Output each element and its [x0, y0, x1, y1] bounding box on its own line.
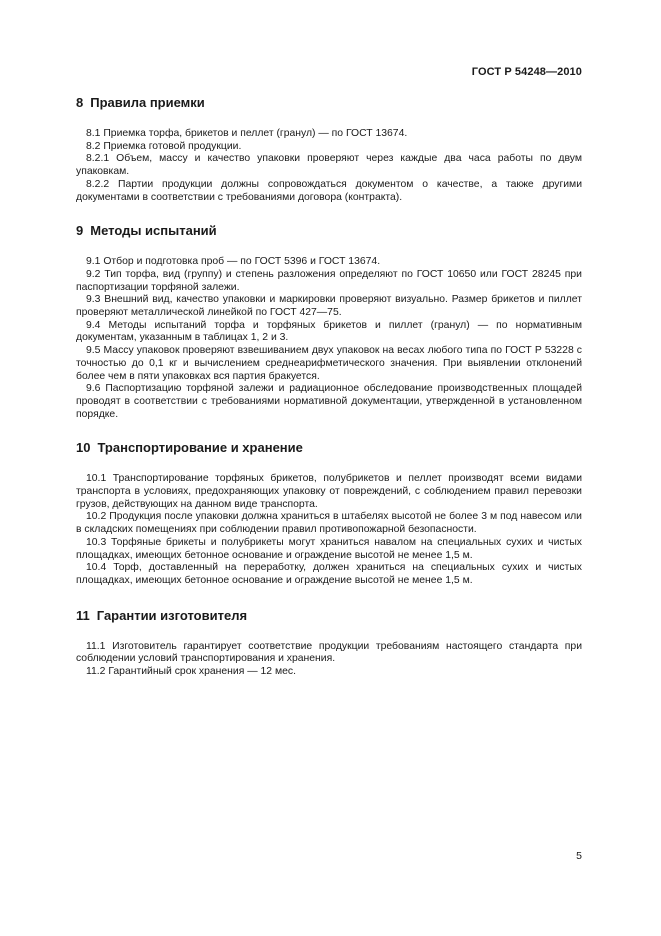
section-number: 9 — [76, 223, 84, 239]
paragraph — [76, 294, 582, 319]
paragraph-text: 9.6 Паспортизацию торфяной залежи и радиационное обследование производственных площадей проводят в соответствии с требованиями нормативной документации, утвержденной в установленном порядке. — [76, 383, 582, 420]
paragraph — [76, 153, 582, 178]
paragraph-text: 9.5 Массу упаковок проверяют взвешиванием двух упаковок на весах любого типа по ГОСТ Р 53228 с точностью до 0,1 кг и вычислением среднеарифметического значения. При выявлении отклонений более чем в пяти упаковках вся партия бракуется. — [76, 345, 582, 382]
paragraph-text: 9.2 Тип торфа, вид (группу) и степень разложения определяют по ГОСТ 10650 или ГОСТ 28245 при паспортизации торфяной залежи. — [76, 268, 582, 293]
paragraph — [76, 666, 582, 679]
paragraph-text: 8.2 Приемка готовой продукции. — [86, 140, 242, 152]
section-number: 11 — [76, 607, 90, 623]
document-body — [76, 95, 582, 679]
paragraph-text: 9.3 Внешний вид, качество упаковки и маркировки проверяют визуально. Размер брикетов и пиллет проверяют металлической линейкой по ГОСТ 427—75. — [76, 294, 582, 319]
paragraph — [76, 562, 582, 587]
section-title: Гарантии изготовителя — [96, 607, 248, 623]
paragraph — [76, 179, 582, 204]
section-8 — [76, 95, 582, 204]
paragraph-text: 10.3 Торфяные брикеты и полубрикеты могут храниться навалом на специальных сухих и чистых площадках, имеющих бетонное основание и ограждение высотой не менее 1,5 м. — [76, 536, 582, 561]
section-heading — [76, 95, 582, 111]
paragraph — [76, 128, 582, 141]
section-title: Методы испытаний — [90, 223, 217, 239]
paragraph — [76, 473, 582, 511]
section-title: Транспортирование и хранение — [97, 440, 303, 456]
paragraph — [76, 320, 582, 345]
paragraph — [76, 511, 582, 536]
section-number: 8 — [76, 95, 84, 110]
section-9 — [76, 223, 582, 421]
paragraph — [76, 345, 582, 383]
section-heading — [76, 608, 582, 624]
section-number: 10 — [76, 440, 91, 456]
paragraph-text: 9.1 Отбор и подготовка проб — по ГОСТ 5396 и ГОСТ 13674. — [86, 256, 381, 268]
document-code: ГОСТ Р 54248—2010 — [471, 66, 582, 78]
paragraph-text: 11.2 Гарантийный срок хранения — 12 мес. — [86, 666, 296, 678]
section-heading — [76, 440, 582, 456]
paragraph-text: 8.1 Приемка торфа, брикетов и пеллет (гранул) — по ГОСТ 13674. — [86, 128, 408, 139]
paragraph-text: 8.2.2 Партии продукции должны сопровождаться документом о качестве, а также другими документами в соответствии с требованиями договора (контракта). — [76, 178, 582, 203]
paragraph-text: 10.1 Транспортирование торфяных брикетов, полубрикетов и пеллет производят всеми видами транспорта в условиях, предохраняющих упаковку от повреждений, с соблюдением правил перевозки грузов, действующих на данном виде транспорта. — [76, 473, 582, 510]
section-heading — [76, 223, 582, 239]
section-10 — [76, 440, 582, 587]
paragraph-text: 9.4 Методы испытаний торфа и торфяных брикетов и пиллет (гранул) — по нормативным документам, указанным в таблицах 1, 2 и 3. — [76, 319, 582, 344]
section-title: Правила приемки — [90, 95, 205, 110]
paragraph-text: 8.2.1 Объем, массу и качество упаковки проверяют через каждые два часа работы по двум упаковкам. — [76, 153, 582, 178]
paragraph — [76, 269, 582, 294]
paragraph-text: 11.1 Изготовитель гарантирует соответствие продукции требованиям настоящего стандарта при соблюдении условий транспортирования и хранения. — [76, 640, 582, 665]
paragraph — [76, 256, 582, 269]
paragraph — [76, 383, 582, 421]
paragraph — [76, 537, 582, 562]
paragraph-text: 10.4 Торф, доставленный на переработку, должен храниться на специальных сухих и чистых площадках, имеющих бетонное основание и ограждение высотой не менее 1,5 м. — [76, 562, 582, 586]
paragraph-text: 10.2 Продукция после упаковки должна храниться в штабелях высотой не более 3 м под навесом или в складских помещениях при соблюдении правил противопожарной безопасности. — [76, 511, 582, 536]
paragraph — [76, 641, 582, 666]
page-number: 5 — [576, 850, 582, 862]
paragraph — [76, 141, 582, 154]
section-11 — [76, 608, 582, 679]
